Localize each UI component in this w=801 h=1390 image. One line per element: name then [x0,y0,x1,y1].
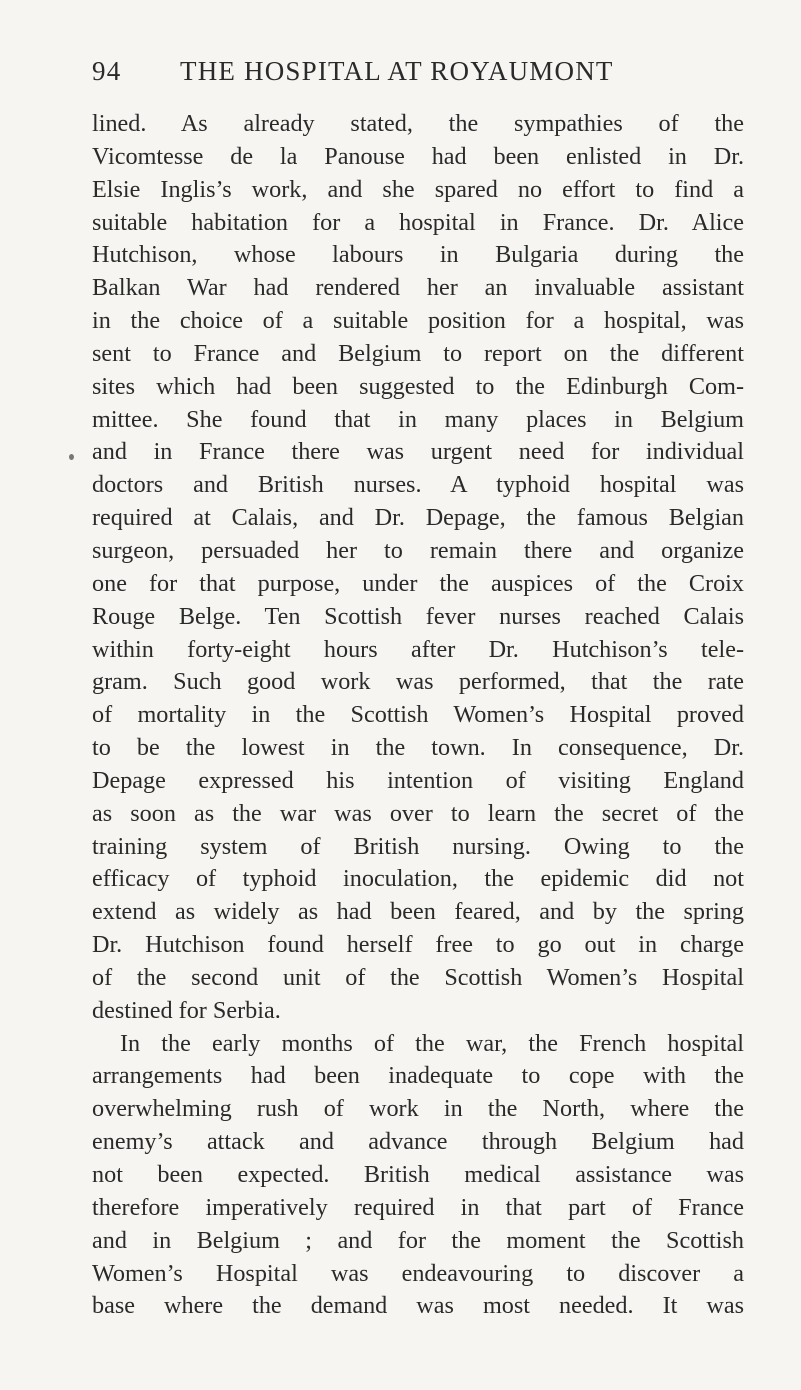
text-line: efficacy of typhoid inoculation, the epidemic did not [92,865,744,893]
text-line: and in Belgium ; and for the moment the Scottish [92,1226,744,1254]
text-line: within forty-eight hours after Dr. Hutchison’s tele- [92,635,744,663]
text-line: one for that purpose, under the auspices of the Croix [92,569,744,597]
text-line: Rouge Belge. Ten Scottish fever nurses reached Calais [92,602,744,630]
text-line: suitable habitation for a hospital in France. Dr. Alice [92,208,744,236]
text-line: Women’s Hospital was endeavouring to discover a [92,1259,744,1287]
text-line: Balkan War had rendered her an invaluable assistant [92,274,744,302]
paragraph-start-line: In the early months of the war, the French hospital [120,1029,744,1057]
paragraph-end-line: destined for Serbia. [92,996,281,1024]
text-line: therefore imperatively required in that part of France [92,1193,744,1221]
text-line: doctors and British nurses. A typhoid hospital was [92,471,744,499]
text-line: Depage expressed his intention of visiting England [92,766,744,794]
page-number: 94 [92,56,122,86]
text-line: gram. Such good work was performed, that the rate [92,668,744,696]
text-line: extend as widely as had been feared, and by the spring [92,898,744,926]
text-line: overwhelming rush of work in the North, where the [92,1095,744,1123]
text-line: required at Calais, and Dr. Depage, the famous Belgian [92,504,744,532]
text-line: not been expected. British medical assistance was [92,1161,744,1188]
body-text [92,108,744,1323]
text-line: mittee. She found that in many places in Belgium [92,405,744,433]
text-line: arrangements had been inadequate to cope with the [92,1062,744,1090]
text-line: base where the demand was most needed. It was [92,1292,744,1320]
text-line: training system of British nursing. Owing to the [92,832,744,860]
text-line: of the second unit of the Scottish Women’s Hospital [92,963,744,991]
running-head [92,56,744,96]
text-line: sites which had been suggested to the Edinburgh Com- [92,372,744,400]
ink-speck [69,454,74,460]
text-line: surgeon, persuaded her to remain there and organize [92,536,744,564]
text-line: to be the lowest in the town. In consequence, Dr. [92,734,744,762]
text-line: Hutchison, whose labours in Bulgaria during the [92,241,744,269]
text-line: lined. As already stated, the sympathies of the [92,110,744,137]
text-line: of mortality in the Scottish Women’s Hospital proved [92,701,744,729]
text-line: as soon as the war was over to learn the secret of the [92,799,744,827]
text-line: Elsie Inglis’s work, and she spared no effort to find a [92,175,744,203]
text-line: in the choice of a suitable position for a hospital, was [92,307,744,335]
text-line: sent to France and Belgium to report on the different [92,339,744,367]
text-line: and in France there was urgent need for individual [92,438,744,466]
text-line: Vicomtesse de la Panouse had been enlisted in Dr. [92,142,744,170]
text-line: enemy’s attack and advance through Belgium had [92,1128,744,1156]
text-line: Dr. Hutchison found herself free to go out in charge [92,931,744,959]
running-title: THE HOSPITAL AT ROYAUMONT [180,56,614,86]
